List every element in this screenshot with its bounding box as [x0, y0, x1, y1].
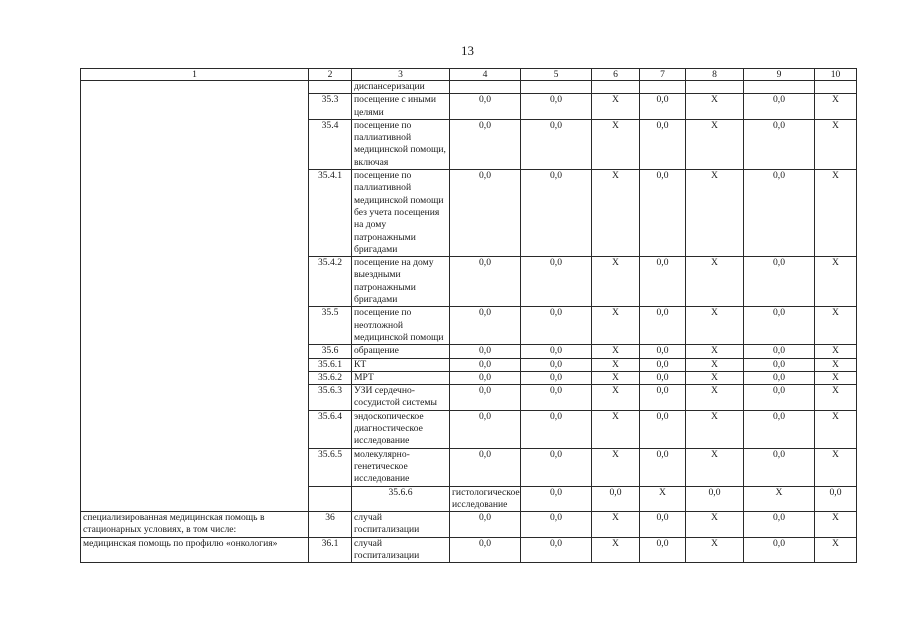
value-cell-8: X: [686, 345, 744, 358]
value-cell-7: 0,0: [640, 119, 686, 169]
value-cell-6: X: [592, 371, 640, 384]
column-header: 2: [309, 69, 352, 81]
value-cell: [640, 81, 686, 94]
value-cell-4: 0,0: [521, 486, 592, 512]
value-cell-7: 0,0: [640, 371, 686, 384]
value-cell-8: X: [686, 119, 744, 169]
category-cell: специализированная медицинская помощь в стационарных условиях, в том числе:: [81, 512, 309, 538]
category-cell: [309, 486, 352, 512]
value-cell-10: X: [815, 307, 857, 345]
code-cell: 35.4.2: [309, 257, 352, 307]
column-header: 6: [592, 69, 640, 81]
value-cell-4: 0,0: [450, 385, 521, 411]
value-cell-7: 0,0: [640, 94, 686, 120]
value-cell-6: X: [592, 448, 640, 486]
category-cell-empty: [81, 81, 309, 512]
value-cell-9: 0,0: [744, 537, 815, 563]
value-cell-9: 0,0: [744, 119, 815, 169]
code-cell: 35.3: [309, 94, 352, 120]
value-cell-5: 0,0: [521, 385, 592, 411]
value-cell-8: X: [744, 486, 815, 512]
name-cell: диспансеризации: [352, 81, 450, 94]
name-cell: эндоскопическое диагностическое исследование: [352, 410, 450, 448]
code-cell: 35.4: [309, 119, 352, 169]
header-row: [81, 69, 857, 81]
value-cell-8: X: [686, 170, 744, 257]
value-cell-9: 0,0: [744, 170, 815, 257]
value-cell-4: 0,0: [450, 448, 521, 486]
value-cell-8: X: [686, 307, 744, 345]
value-cell-6: X: [592, 257, 640, 307]
name-cell: обращение: [352, 345, 450, 358]
value-cell-7: 0,0: [640, 512, 686, 538]
value-cell-9: 0,0: [744, 307, 815, 345]
value-cell-4: 0,0: [450, 307, 521, 345]
value-cell-10: X: [815, 119, 857, 169]
value-cell-7: 0,0: [640, 385, 686, 411]
value-cell-5: 0,0: [521, 345, 592, 358]
value-cell-5: 0,0: [521, 170, 592, 257]
value-cell-4: 0,0: [450, 257, 521, 307]
value-cell-5: 0,0: [521, 257, 592, 307]
value-cell: [521, 81, 592, 94]
value-cell-5: 0,0: [521, 410, 592, 448]
value-cell-10: X: [815, 345, 857, 358]
value-cell-5: 0,0: [521, 94, 592, 120]
value-cell-8: X: [686, 512, 744, 538]
value-cell-8: X: [686, 94, 744, 120]
value-cell-7: 0,0: [686, 486, 744, 512]
code-cell: 35.6.2: [309, 371, 352, 384]
table-row: [81, 81, 857, 94]
value-cell-9: 0,0: [744, 94, 815, 120]
name-cell: УЗИ сердечно-сосудистой системы: [352, 385, 450, 411]
value-cell-10: X: [815, 358, 857, 371]
code-cell: 36: [309, 512, 352, 538]
value-cell-5: 0,0: [521, 448, 592, 486]
value-cell-10: X: [815, 371, 857, 384]
name-cell: посещение по неотложной медицинской помощи: [352, 307, 450, 345]
value-cell-4: 0,0: [450, 358, 521, 371]
value-cell-6: X: [640, 486, 686, 512]
value-cell-7: 0,0: [640, 307, 686, 345]
name-cell: посещение по паллиативной медицинской помощи без учета посещения на дому патронажными бригадами: [352, 170, 450, 257]
table-row: [81, 512, 857, 538]
value-cell-4: 0,0: [450, 119, 521, 169]
value-cell-10: X: [815, 448, 857, 486]
value-cell-10: X: [815, 94, 857, 120]
value-cell-6: X: [592, 94, 640, 120]
value-cell-6: X: [592, 170, 640, 257]
value-cell-10: X: [815, 537, 857, 563]
value-cell-6: X: [592, 385, 640, 411]
value-cell-5: 0,0: [521, 371, 592, 384]
column-header: 5: [521, 69, 592, 81]
value-cell-8: X: [686, 385, 744, 411]
code-cell: 35.6.1: [309, 358, 352, 371]
value-cell-7: 0,0: [640, 170, 686, 257]
value-cell: [592, 81, 640, 94]
value-cell: [744, 81, 815, 94]
value-cell-10: X: [815, 410, 857, 448]
value-cell-10: X: [815, 257, 857, 307]
page-number: 13: [461, 43, 474, 58]
code-cell: 35.5: [309, 307, 352, 345]
name-cell: случай госпитализации: [352, 512, 450, 538]
value-cell-4: 0,0: [450, 512, 521, 538]
value-cell-8: X: [686, 410, 744, 448]
value-cell-9: 0,0: [744, 358, 815, 371]
value-cell: [450, 81, 521, 94]
value-cell-10: X: [815, 170, 857, 257]
value-cell-8: X: [686, 537, 744, 563]
value-cell-7: 0,0: [640, 345, 686, 358]
column-header: 7: [640, 69, 686, 81]
value-cell-8: X: [686, 448, 744, 486]
value-cell-6: X: [592, 345, 640, 358]
value-cell-9: 0,0: [744, 371, 815, 384]
value-cell-9: 0,0: [744, 410, 815, 448]
name-cell: случай госпитализации: [352, 537, 450, 563]
value-cell-4: 0,0: [450, 345, 521, 358]
value-cell-8: X: [686, 371, 744, 384]
value-cell-6: X: [592, 119, 640, 169]
column-header: 3: [352, 69, 450, 81]
name-cell: посещение на дому выездными патронажными бригадами: [352, 257, 450, 307]
column-header: 1: [81, 69, 309, 81]
value-cell-7: 0,0: [640, 537, 686, 563]
value-cell-4: 0,0: [450, 94, 521, 120]
code-cell: 35.6: [309, 345, 352, 358]
column-header: 10: [815, 69, 857, 81]
value-cell-5: 0,0: [521, 358, 592, 371]
value-cell-9: 0,0: [744, 385, 815, 411]
value-cell: [815, 81, 857, 94]
value-cell-9: 0,0: [815, 486, 857, 512]
table-row: [81, 537, 857, 563]
value-cell-8: X: [686, 358, 744, 371]
code-cell: 35.6.3: [309, 385, 352, 411]
code-cell: 35.6.6: [352, 486, 450, 512]
name-cell: молекулярно-генетическое исследование: [352, 448, 450, 486]
value-cell-4: 0,0: [450, 537, 521, 563]
value-cell-6: X: [592, 358, 640, 371]
value-cell-7: 0,0: [640, 257, 686, 307]
value-cell-5: 0,0: [592, 486, 640, 512]
name-cell: КТ: [352, 358, 450, 371]
value-cell-6: X: [592, 410, 640, 448]
value-cell-5: 0,0: [521, 119, 592, 169]
name-cell: МРТ: [352, 371, 450, 384]
name-cell: посещение по паллиативной медицинской помощи, включая: [352, 119, 450, 169]
code-cell: 35.6.5: [309, 448, 352, 486]
data-table: [80, 68, 857, 563]
code-cell: 35.4.1: [309, 170, 352, 257]
column-header: 4: [450, 69, 521, 81]
value-cell-4: 0,0: [450, 410, 521, 448]
code-cell: 36.1: [309, 537, 352, 563]
value-cell-9: 0,0: [744, 448, 815, 486]
value-cell-6: X: [592, 537, 640, 563]
value-cell-5: 0,0: [521, 512, 592, 538]
name-cell: гистологическое исследование: [450, 486, 521, 512]
value-cell-10: X: [815, 385, 857, 411]
value-cell-9: 0,0: [744, 345, 815, 358]
value-cell-9: 0,0: [744, 257, 815, 307]
column-header: 8: [686, 69, 744, 81]
value-cell-6: X: [592, 307, 640, 345]
value-cell-8: X: [686, 257, 744, 307]
value-cell-4: 0,0: [450, 170, 521, 257]
value-cell-5: 0,0: [521, 307, 592, 345]
code-cell: 35.6.4: [309, 410, 352, 448]
value-cell-7: 0,0: [640, 358, 686, 371]
value-cell: [686, 81, 744, 94]
value-cell-9: 0,0: [744, 512, 815, 538]
code-cell: [309, 81, 352, 94]
column-header: 9: [744, 69, 815, 81]
value-cell-5: 0,0: [521, 537, 592, 563]
value-cell-7: 0,0: [640, 448, 686, 486]
category-cell: медицинская помощь по профилю «онкология»: [81, 537, 309, 563]
value-cell-10: X: [815, 512, 857, 538]
value-cell-4: 0,0: [450, 371, 521, 384]
value-cell-6: X: [592, 512, 640, 538]
value-cell-7: 0,0: [640, 410, 686, 448]
name-cell: посещение с иными целями: [352, 94, 450, 120]
